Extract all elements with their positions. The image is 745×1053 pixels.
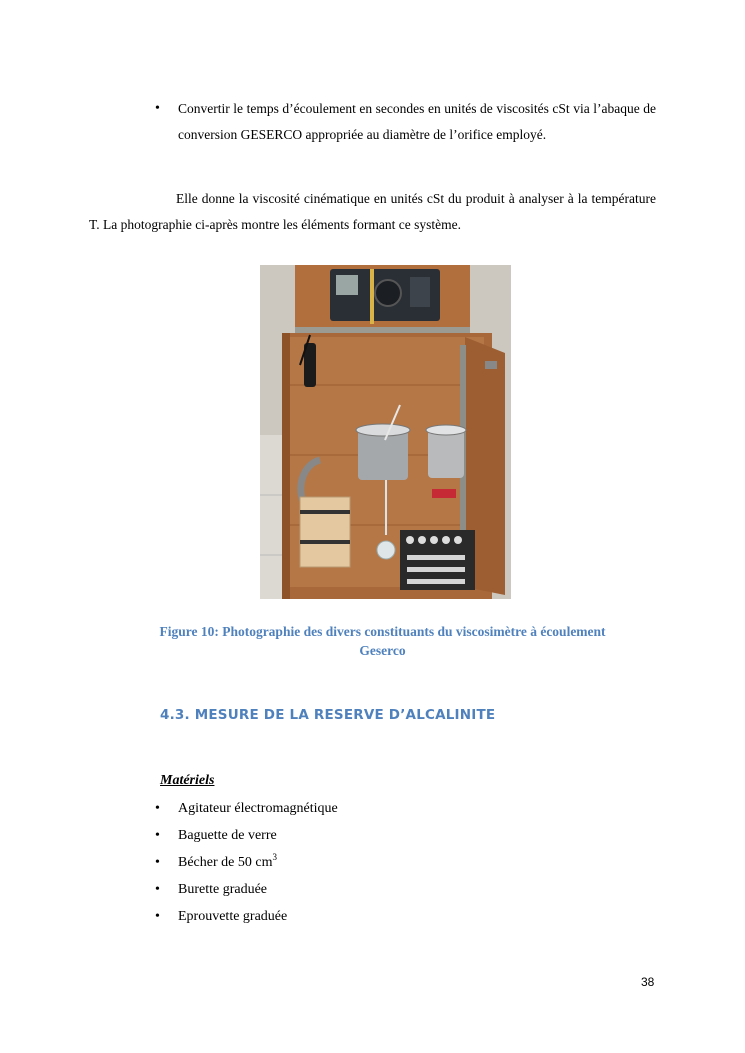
bullet-dot: •	[155, 855, 160, 870]
bullet-dot: •	[155, 801, 160, 816]
list-item-text: Bécher de 50 cm	[178, 855, 273, 870]
bullet-dot: •	[155, 101, 160, 116]
figure-caption	[110, 622, 655, 660]
page-number: 38	[641, 975, 655, 989]
figure-caption-line-1: Figure 10: Photographie des divers constituants du viscosimètre à écoulement	[159, 624, 606, 639]
body-paragraph: Elle donne la viscosité cinématique en unités cSt du produit à analyser à la température T. La photographie ci-après montre les éléments formant ce système.	[89, 191, 656, 232]
bullet-dot: •	[155, 828, 160, 843]
materials-heading: Matériels	[160, 773, 215, 788]
bullet-dot: •	[155, 882, 160, 897]
figure-caption-line-2: Geserco	[359, 643, 406, 658]
viscometer-photo	[260, 265, 511, 599]
section-heading: 4.3. MESURE DE LA RESERVE D’ALCALINITE	[160, 707, 496, 723]
bullet-dot: •	[155, 909, 160, 924]
list-item: Baguette de verre	[178, 828, 277, 843]
list-item: Agitateur électromagnétique	[178, 801, 338, 816]
list-item	[178, 853, 277, 873]
list-item: Eprouvette graduée	[178, 909, 288, 924]
list-item: Burette graduée	[178, 882, 268, 897]
bullet-text-intro: Convertir le temps d’écoulement en secondes en unités de viscosités cSt via l’abaque de conversion GESERCO appropriée au diamètre de l’orifice employé.	[178, 101, 656, 142]
superscript: 3	[272, 852, 277, 862]
viscometer-photo-illustration	[260, 265, 511, 599]
